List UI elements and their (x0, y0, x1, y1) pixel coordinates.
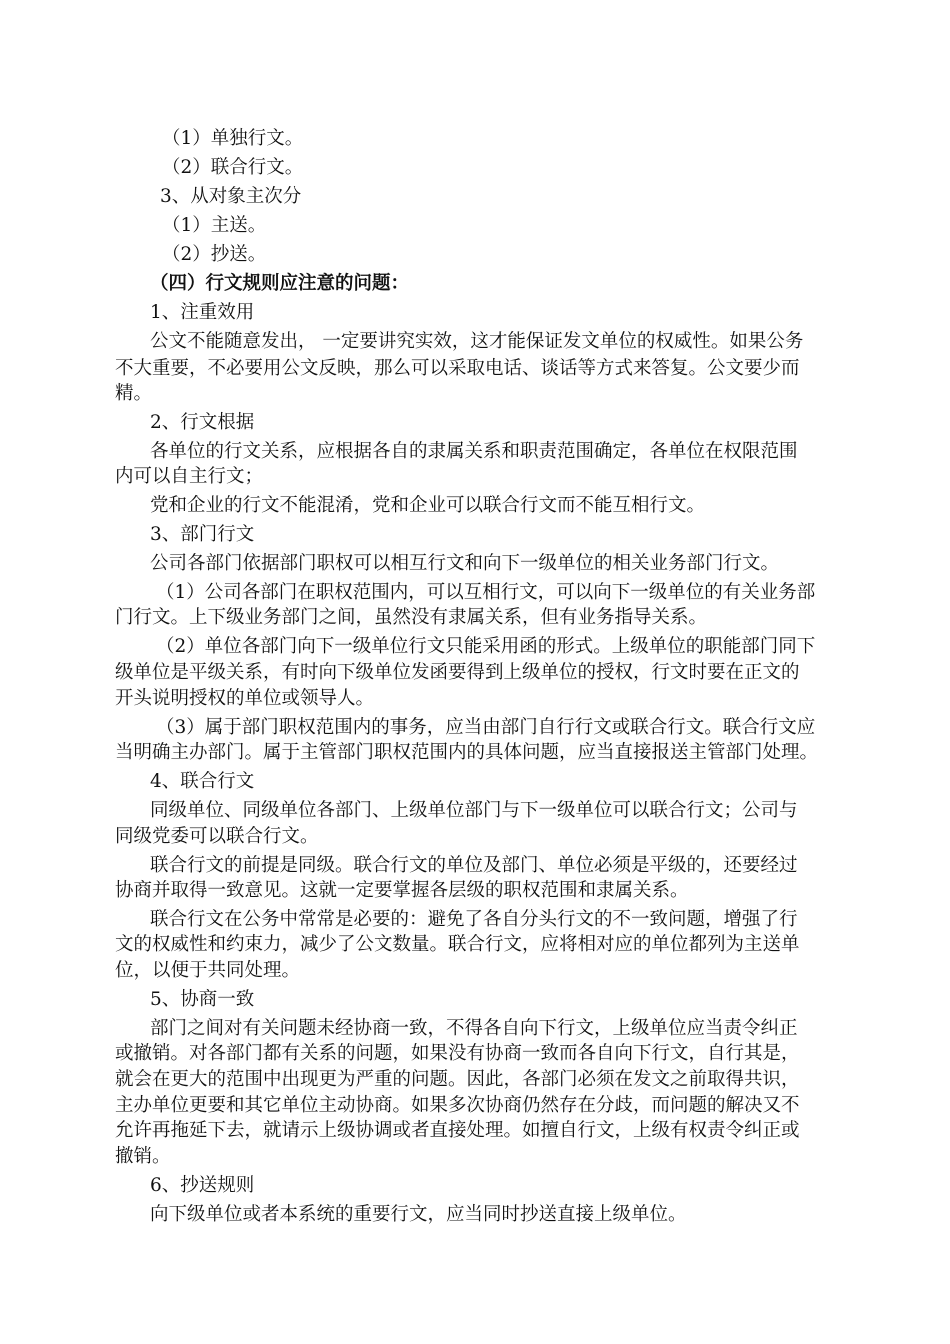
list-item-single-issue: （1）单独行文。 (162, 128, 304, 149)
subheading-basis: 2、行文根据 (150, 412, 255, 433)
subheading-effectiveness: 1、注重效用 (150, 302, 255, 323)
paragraph-line: 向下级单位或者本系统的重要行文，应当同时抄送直接上级单位。 (150, 1204, 687, 1225)
paragraph-line: 级单位是平级关系，有时向下级单位发函要得到上级单位的授权，行文时要在正文的 (115, 662, 800, 683)
paragraph-line: 撤销。 (115, 1146, 171, 1167)
paragraph-line: 门行文。上下级业务部门之间，虽然没有隶属关系，但有业务指导关系。 (115, 607, 708, 628)
paragraph-line: 内可以自主行文； (115, 466, 264, 487)
paragraph-line: 公司各部门依据部门职权可以相互行文和向下一级单位的相关业务部门行文。 (150, 553, 780, 574)
paragraph-line: 党和企业的行文不能混淆，党和企业可以联合行文而不能互相行文。 (150, 495, 706, 516)
paragraph-line: 精。 (115, 383, 153, 404)
paragraph-line: 允许再拖延下去，就请示上级协调或者直接处理。如擅自行文，上级有权责令纠正或 (115, 1120, 800, 1141)
subheading-joint: 4、联合行文 (150, 771, 255, 792)
section-title-rules: （四）行文规则应注意的问题： (150, 273, 410, 294)
subheading-department: 3、部门行文 (150, 524, 255, 545)
paragraph-line: 当明确主办部门。属于主管部门职权范围内的具体问题，应当直接报送主管部门处理。 (115, 742, 819, 763)
section-heading-by-recipient: 3、从对象主次分 (160, 186, 302, 207)
paragraph-line: 不大重要，不必要用公文反映，那么可以采取电话、谈话等方式来答复。公文要少而 (115, 358, 800, 379)
paragraph-line: 公文不能随意发出， 一定要讲究实效，这才能保证发文单位的权威性。如果公务 (150, 331, 804, 352)
paragraph-line: 位，以便于共同处理。 (115, 960, 301, 981)
list-item-joint-issue: （2）联合行文。 (162, 157, 304, 178)
paragraph-line: 同级单位、同级单位各部门、上级单位部门与下一级单位可以联合行文；公司与 (150, 800, 798, 821)
paragraph-line: 主办单位更要和其它单位主动协商。如果多次协商仍然存在分歧，而问题的解决又不 (115, 1095, 800, 1116)
paragraph-line: （2）单位各部门向下一级单位行文只能采用函的形式。上级单位的职能部门同下 (156, 636, 816, 657)
paragraph-line: 各单位的行文关系，应根据各自的隶属关系和职责范围确定，各单位在权限范围 (150, 441, 798, 462)
paragraph-line: 文的权威性和约束力，减少了公文数量。联合行文，应将相对应的单位都列为主送单 (115, 934, 800, 955)
paragraph-line: 联合行文在公务中常常是必要的：避免了各自分头行文的不一致问题，增强了行 (150, 909, 798, 930)
paragraph-line: 同级党委可以联合行文。 (115, 826, 319, 847)
subheading-cc-rules: 6、抄送规则 (150, 1175, 255, 1196)
paragraph-line: 就会在更大的范围中出现更为严重的问题。因此，各部门必须在发文之前取得共识， (115, 1069, 800, 1090)
list-item-main-recipient: （1）主送。 (162, 215, 267, 236)
paragraph-line: 或撤销。对各部门都有关系的问题，如果没有协商一致而各自向下行文，自行其是， (115, 1043, 800, 1064)
paragraph-line: 联合行文的前提是同级。联合行文的单位及部门、单位必须是平级的，还要经过 (150, 855, 798, 876)
subheading-consensus: 5、协商一致 (150, 989, 255, 1010)
paragraph-line: 协商并取得一致意见。这就一定要掌握各层级的职权范围和隶属关系。 (115, 880, 689, 901)
paragraph-line: （3）属于部门职权范围内的事务，应当由部门自行行文或联合行文。联合行文应 (156, 717, 816, 738)
list-item-copy-recipient: （2）抄送。 (162, 244, 267, 265)
paragraph-line: 部门之间对有关问题未经协商一致，不得各自向下行文，上级单位应当责令纠正 (150, 1018, 798, 1039)
paragraph-line: 开头说明授权的单位或领导人。 (115, 688, 375, 709)
paragraph-line: （1）公司各部门在职权范围内，可以互相行文，可以向下一级单位的有关业务部 (156, 582, 816, 603)
